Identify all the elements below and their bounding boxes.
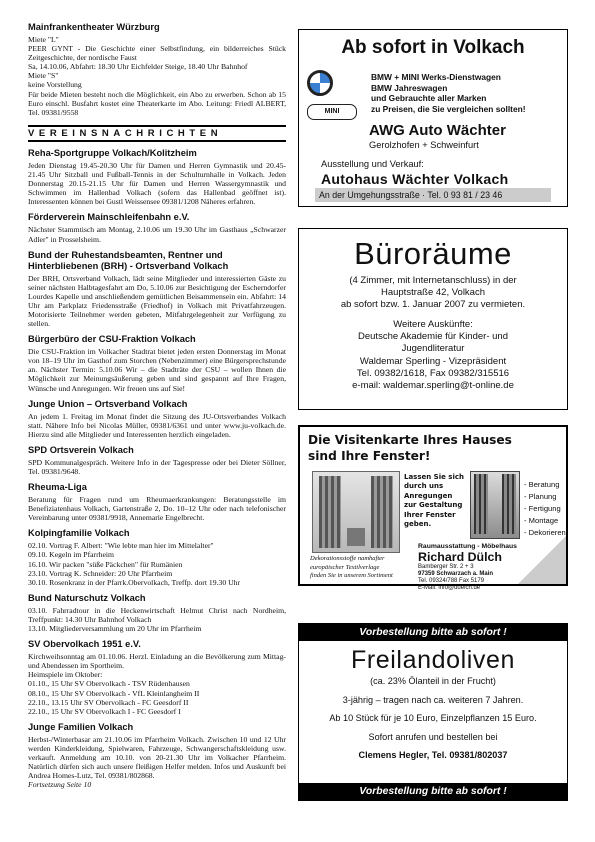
theater-line: PEER GYNT - Die Geschichte einer Selbstfindung, ein bilderreiches Stück Zeitgeschichte, der nordische Faust — [28, 44, 286, 63]
kolping-item: 23.10. Vortrag K. Schneider: 20 Uhr Pfarrheim — [28, 568, 173, 578]
kolping-item: 02.10. Vortrag F. Albert: "Wie lebte man hier im Mittelalter" — [28, 541, 214, 551]
natur-item: 03.10. Fahrradtour in die Heckenwirtschaft Helmut Christ nach Nordheim, Treffpunkt: 14.30 Uhr Bahnhof Volkach — [28, 605, 286, 624]
article-body: Der BRH, Ortsverband Volkach, lädt seine Mitglieder und interessierten Gäste zu seiner nächsten Halbtagesfahrt am Do, 5.10.06 zur Besichtigung der Escherndorfer Lourdes Kapelle und anschließendem gemütlichen Beisammensein ein. Abfahrt: 14 Uhr am Parkplatz Friedensstraße (Friedhof) in Volkach mit Privatfahrzeugen. Motorisierte Teilnehmer werden gebeten, Mitfahrgelegenheit zur Verfügung zu stellen. — [28, 273, 286, 329]
ad-buero-email: e-mail: waldemar.sperling@t-online.de — [352, 379, 514, 391]
ad-awg-ausstellung: Ausstellung und Verkauf: — [321, 159, 424, 169]
article-title: Reha-Sportgruppe Volkach/Kolitzheim — [28, 147, 197, 158]
ad-oliven-contact: Clemens Hegler, Tel. 09381/802037 — [358, 750, 508, 761]
text-line: Lassen Sie sich — [404, 473, 465, 481]
article-title: Bund der Ruhestandsbeamten, Rentner und Hinterbliebenen (BRH) - Ortsverband Volkach — [28, 249, 229, 271]
ad-duelch-headline — [308, 432, 512, 464]
theater-line: keine Vorstellung — [28, 80, 82, 90]
service-item: - Planung — [524, 492, 557, 501]
sv-item: Heimspiele im Oktober: — [28, 670, 103, 680]
offer-line: zu Preisen, die Sie vergleichen sollten! — [371, 103, 526, 114]
natur-list — [28, 606, 286, 633]
sv-item: Kirchweihsonntag am 01.10.06. Herzl. Einladung an die Bevölkerung zum Mittag- und Abendessen im Sportheim. — [28, 652, 286, 671]
ad-oliven-bar-top: Vorbestellung bitte ab sofort ! — [299, 624, 567, 641]
service-item: - Montage — [524, 516, 559, 525]
section-header: VEREINSNACHRICHTEN — [28, 125, 286, 142]
sv-item: 08.10., 15 Uhr SV Obervolkach - VfL Kleinlangheim II — [28, 688, 200, 698]
ad-oliven-bar-bottom: Vorbestellung bitte ab sofort ! — [299, 783, 567, 800]
deko-note — [310, 555, 393, 581]
theater-line: Sa, 14.10.06, Abfahrt: 18.30 Uhr Eichfelder Steige, 18.40 Uhr Bahnhof — [28, 62, 248, 72]
car-logos — [307, 70, 357, 120]
service-item: - Beratung — [524, 480, 560, 489]
window-curtain-photo — [470, 471, 520, 539]
offer-line: und Gebrauchte aller Marken — [371, 93, 487, 104]
ad-duelch — [298, 425, 568, 591]
ad-awg — [298, 29, 568, 207]
ad-awg-name: Autohaus Wächter Volkach — [321, 171, 509, 187]
article-body: Jeden Dienstag 19.45-20.30 Uhr für Damen und Herren Gymnastik und 20.45-21.45 Uhr Sitzball und Fußball-Tennis in der Schulturnhalle in Volkach. Jeden Donnerstag 20.15-21.15 Uhr für Damen und Herren Wassergymnastik und Schwimmen im Hallenbad Volkach (sofern das Hallenbad geöffnet ist). Interessenten können bei Gustl Weissensee 09381/1208 Näheres erfahren. — [28, 160, 286, 207]
theater-body — [28, 35, 286, 117]
familien-title: Junge Familien Volkach — [28, 721, 134, 732]
headline-line: Die Visitenkarte Ihres Hauses — [308, 433, 512, 447]
offer-line: BMW Jahreswagen — [371, 82, 448, 93]
ad-buero-contact: Deutsche Akademie für Kinder- und — [358, 331, 508, 343]
ad-oliven-body — [299, 646, 567, 762]
kolping-item: 09.10. Kegeln im Pfarrheim — [28, 550, 115, 560]
service-item: - Dekorieren — [524, 528, 566, 537]
ad-buero-contact: Waldemar Sperling - Vizepräsident — [359, 355, 507, 367]
ad-awg-company: AWG Auto Wächter — [369, 122, 506, 139]
deko-line: Dekorationsstoffe namhafter — [310, 555, 385, 562]
text-line: geben. — [404, 520, 432, 529]
ad-oliven — [298, 623, 568, 801]
article-title: SPD Ortsverein Volkach — [28, 444, 134, 455]
firm-sub: Raumausstattung - Möbelhaus — [418, 543, 517, 550]
ad-oliven-line: (ca. 23% Ölanteil in der Frucht) — [370, 676, 496, 686]
article-body: Beratung für Fragen rund um Rheumaerkrankungen: Beratungsstelle im Benefiziatenhaus Volkach, Gartenstraße 2, Do. 10–12 Uhr oder nach telefonischer Vereinbarung unter 09381/9918, Annemarie Engelbrecht. — [28, 495, 286, 523]
mini-logo-icon: MINI — [307, 104, 357, 120]
familien-body: Herbst-/Winterbasar am 21.10.06 im Pfarrheim Volkach. Zwischen 10 und 12 Uhr werden Kinderkleidung, Spielwaren, Fahrzeuge, Schwangerschaftskleidung usw. verkauft. Anmeldung am 10.10. von 20-21.30 Uhr im Volkacher Pfarrheim. Natürlich dürfen sich auch unsere fleißigen Helfer melden. Infos und Auskunft bei Andrea Homes-Lutz, Tel. 09381/802868. — [28, 734, 286, 781]
ad-buero-line: ab sofort bzw. 1. Januar 2007 zu vermieten. — [340, 299, 526, 311]
natur-title: Bund Naturschutz Volkach — [28, 592, 146, 603]
sv-item: 22.10., 13.15 Uhr SV Obervolkach - FC Geesdorf II — [28, 697, 189, 707]
ad-oliven-line: Sofort anrufen und bestellen bei — [368, 731, 498, 742]
kolping-title: Kolpingfamilie Volkach — [28, 528, 130, 539]
sv-title: SV Obervolkach 1951 e.V. — [28, 639, 141, 650]
offer-line: BMW + MINI Werks-Dienstwagen — [371, 72, 501, 82]
ad-oliven-headline: Freilandoliven — [350, 646, 516, 674]
service-list — [524, 479, 566, 539]
natur-item: 13.10. Mitgliederversammlung um 20 Uhr im Pfarrheim — [28, 624, 202, 634]
theater-title: Mainfrankentheater Würzburg — [28, 22, 160, 32]
article-title: Rheuma-Liga — [28, 482, 87, 493]
article-body: SPD Kommunalgespräch. Weitere Info in der Tagespresse oder bei Dieter Söllner, Tel. 09381/9648. — [28, 457, 286, 476]
headline-line: sind Ihre Fenster! — [308, 449, 431, 463]
left-column — [28, 22, 286, 789]
address-line: E-Mail: info@duelch.de — [418, 585, 481, 591]
ad-duelch-text — [404, 473, 464, 529]
sv-list — [28, 652, 286, 716]
text-line: Anregungen — [404, 491, 453, 500]
firm-block — [418, 543, 517, 592]
corner-decoration — [518, 536, 566, 584]
ad-awg-offers — [371, 72, 526, 114]
bmw-logo-icon — [307, 70, 333, 96]
ad-oliven-line: 3-jährig – tragen nach ca. weiteren 7 Jahren. — [342, 694, 524, 705]
text-line: Ihrer Fenster — [404, 510, 456, 519]
deko-line: europäischer Textilverlage — [310, 563, 380, 571]
theater-line: Miete "L" — [28, 35, 59, 44]
text-line: zur Gestaltung — [404, 501, 463, 510]
theater-line: Miete "S" — [28, 71, 59, 81]
article-body: Die CSU-Fraktion im Volkacher Stadtrat bietet jeden ersten Donnerstag im Monat von 18–19 Uhr im Gasthof zum Storchen (Nebenzimmer) eine Bürgersprechstunde an. Nächster Termin: 5.10.06 Wir – die Stadträte der CSU – wollen Ihnen die Möglichkeit zur Meinungsäußerung geben und sind gespannt auf Ihre Fragen, Wünsche und Anregungen. Wir freuen uns auf Sie! — [28, 347, 286, 393]
ad-buero-contact: Jugendliteratur — [401, 343, 465, 355]
ad-awg-address: An der Umgehungsstraße · Tel. 0 93 81 / 23 46 — [315, 188, 551, 202]
continuation-note: Fortsetzung Seite 10 — [28, 780, 92, 790]
address-line: Tel. 09324/788 Fax 5179 — [418, 578, 485, 584]
kolping-item: 30.10. Rosenkranz in der Pfarrk.Obervolkach, Treffp. dort 19.30 Uhr — [28, 577, 241, 587]
ad-buero-contact: Weitere Auskünfte: — [393, 319, 473, 331]
kolping-list — [28, 541, 286, 586]
ad-awg-headline: Ab sofort in Volkach — [341, 37, 525, 58]
sv-item: 22.10., 15 Uhr SV Obervolkach I - FC Geesdorf I — [28, 706, 181, 716]
theater-line: Für beide Mieten besteht noch die Möglichkeit, ein Abo zu erwerben. Schon ab 15 Euro einschl. Busfahrt kostet eine Theaterkarte im Abo. Leitung: Friedl ALBERT, Tel. 09381/9558 — [28, 89, 286, 117]
ad-buero-headline: Büroräume — [354, 236, 512, 271]
article-title: Junge Union – Ortsverband Volkach — [28, 398, 188, 409]
text-line: durch uns — [404, 482, 444, 491]
address-line: 97359 Schwarzach a. Main — [418, 571, 494, 577]
address-line: Bamberger Str. 2 + 3 — [418, 564, 474, 570]
article-title: Förderverein Mainschleifenbahn e.V. — [28, 212, 190, 223]
article-body: An jedem 1. Freitag im Monat findet die Sitzung des JU-Ortsverbandes Volkach statt. Nähere Info bei Nicolas Müller, 09381/6361 und unter www.ju-volkach.de. Hierzu sind alle Mitglieder und Interessenten herzlich eingeladen. — [28, 411, 286, 439]
ad-awg-locations: Gerolzhofen + Schweinfurt — [369, 140, 479, 150]
ad-buero-line: (4 Zimmer, mit Internetanschluss) in der — [349, 275, 517, 286]
sv-item: 01.10., 15 Uhr SV Obervolkach - TSV Rüdenhausen — [28, 679, 190, 689]
room-photo — [312, 471, 400, 553]
article-body: Nächster Stammtisch am Montag, 2.10.06 um 19.30 Uhr im Gasthaus „Schwarzer Adler" in Prosselsheim. — [28, 225, 286, 244]
ad-oliven-line: Ab 10 Stück für je 10 Euro, Einzelpflanzen 15 Euro. — [329, 713, 537, 724]
service-item: - Fertigung — [524, 504, 561, 513]
ad-buero — [298, 228, 568, 410]
article-title: Bürgerbüro der CSU-Fraktion Volkach — [28, 334, 196, 345]
kolping-item: 16.10. Wir packen "süße Päckchen" für Rumänien — [28, 559, 183, 569]
ad-buero-contact: Tel. 09382/1618, Fax 09382/315516 — [356, 367, 510, 379]
firm-name: Richard Dülch — [418, 550, 502, 564]
deko-line: finden Sie in unserem Sortiment — [310, 572, 393, 580]
ad-buero-line: Hauptstraße 42, Volkach — [380, 287, 486, 299]
